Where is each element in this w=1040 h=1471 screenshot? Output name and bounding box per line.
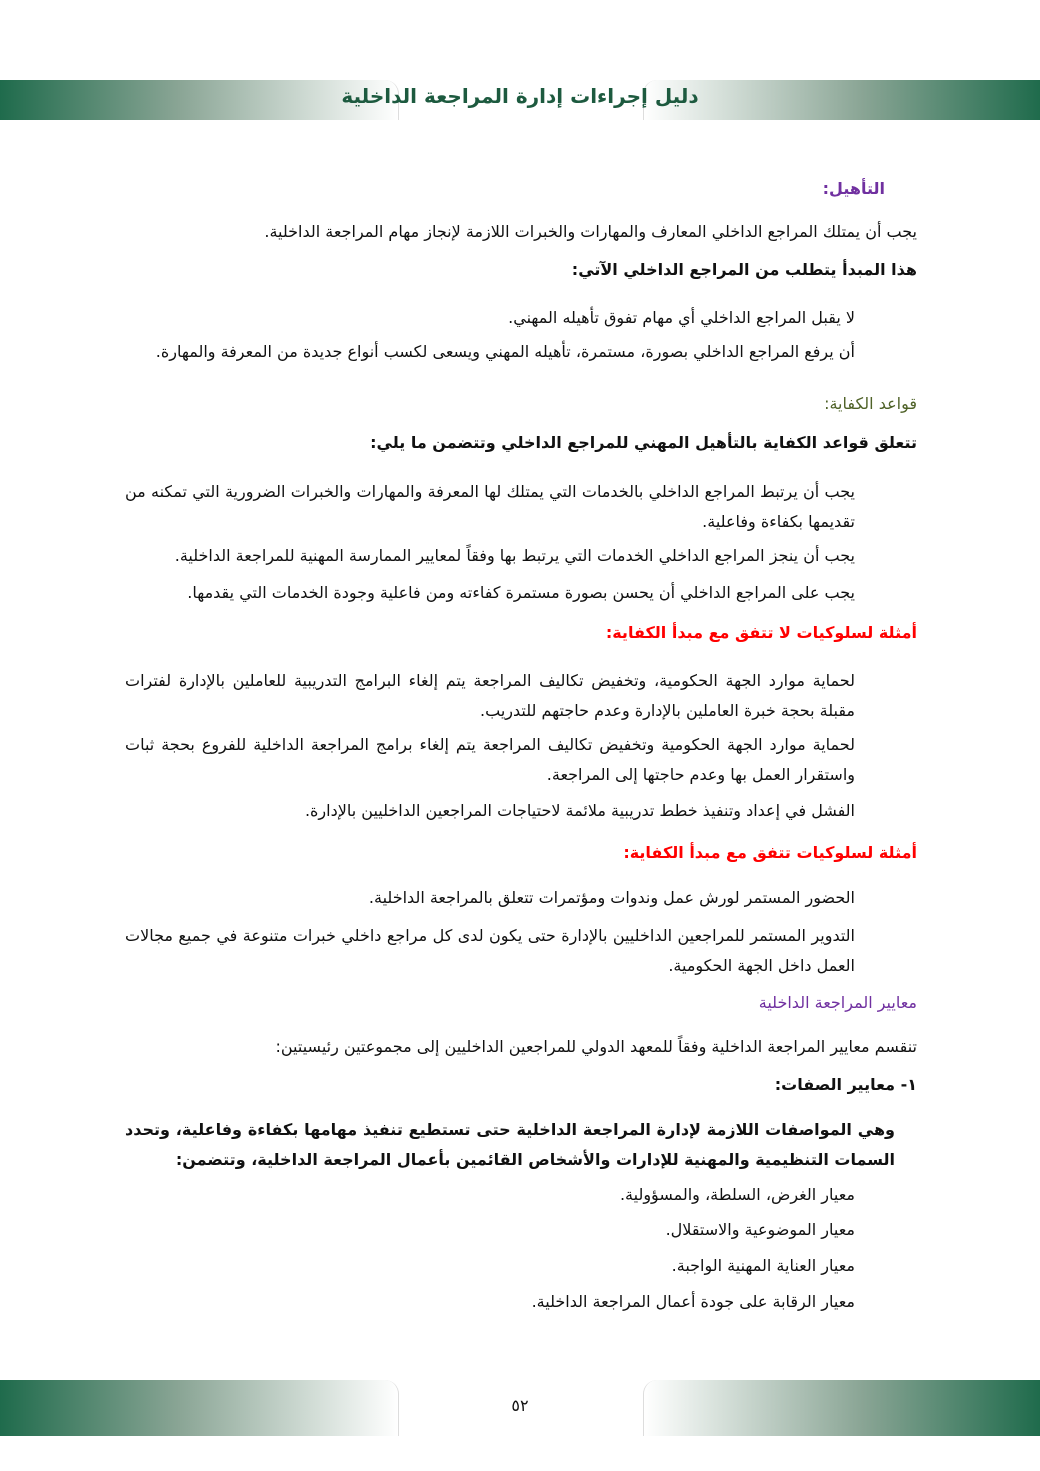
list-item: الحضور المستمر لورش عمل وندوات ومؤتمرات تتعلق بالمراجعة الداخلية. xyxy=(368,888,855,907)
subheading: هذا المبدأ يتطلب من المراجع الداخلي الآتي: xyxy=(571,260,917,279)
paragraph: يجب أن يمتلك المراجع الداخلي المعارف والمهارات والخبرات اللازمة لإنجاز مهام المراجعة الداخلية. xyxy=(264,222,917,241)
bold-paragraph: وهي المواصفات اللازمة لإدارة المراجعة الداخلية حتى تستطيع تنفيذ مهامها بكفاءة وفاعلية، وتحدد السمات التنظيمية والمهنية للإدارات والأشخاص القائمين بأعمال المراجعة الداخلية، وتتضمن: xyxy=(125,1120,895,1169)
section-heading-qualification: التأهيل: xyxy=(822,179,885,198)
list-item: لا يقبل المراجع الداخلي أي مهام تفوق تأهيله المهني. xyxy=(508,308,855,327)
list-item: يجب على المراجع الداخلي أن يحسن بصورة مستمرة كفاءته ومن فاعلية وجودة الخدمات التي يقدمها. xyxy=(187,583,855,602)
list-item: معيار العناية المهنية الواجبة. xyxy=(671,1256,855,1275)
paragraph: تنقسم معايير المراجعة الداخلية وفقاً للمعهد الدولي للمراجعين الداخليين إلى مجموعتين رئيسيتين: xyxy=(275,1037,917,1056)
list-item: لحماية موارد الجهة الحكومية وتخفيض تكاليف المراجعة يتم إلغاء برامج المراجعة الداخلية للفروع بحجة ثبات واستقرار العمل بها وعدم حاجتها إلى المراجعة. xyxy=(125,735,855,784)
section-heading-standards: معايير المراجعة الداخلية xyxy=(758,993,917,1012)
list-item: يجب أن ينجز المراجع الداخلي الخدمات التي يرتبط بها وفقاً لمعايير الممارسة المهنية للمراجعة الداخلية. xyxy=(174,546,855,565)
list-item: معيار الموضوعية والاستقلال. xyxy=(665,1220,855,1239)
page-number: ٥٢ xyxy=(511,1396,529,1415)
page-header-title: دليل إجراءات إدارة المراجعة الداخلية xyxy=(341,84,699,108)
list-item: يجب أن يرتبط المراجع الداخلي بالخدمات التي يمتلك لها المعرفة والمهارات والخبرات الضرورية التي تمكنه من تقديمها بكفاءة وفاعلية. xyxy=(125,482,855,531)
list-item: معيار الرقابة على جودة أعمال المراجعة الداخلية. xyxy=(531,1292,855,1311)
section-heading-non-compliant: أمثلة لسلوكيات لا تتفق مع مبدأ الكفاية: xyxy=(605,623,917,642)
section-heading-compliant: أمثلة لسلوكيات تتفق مع مبدأ الكفاية: xyxy=(623,843,917,862)
list-item: أن يرفع المراجع الداخلي بصورة، مستمرة، تأهيله المهني ويسعى لكسب أنواع جديدة من المعرفة والمهارة. xyxy=(155,342,855,361)
list-item: التدوير المستمر للمراجعين الداخليين بالإدارة حتى يكون لدى كل مراجع داخلي خبرات متنوعة في جميع مجالات العمل داخل الجهة الحكومية. xyxy=(125,926,855,975)
subheading: تتعلق قواعد الكفاية بالتأهيل المهني للمراجع الداخلي وتتضمن ما يلي: xyxy=(370,433,917,452)
section-heading-competency-rules: قواعد الكفاية: xyxy=(824,394,917,413)
list-item: معيار الغرض، السلطة، والمسؤولية. xyxy=(619,1185,855,1204)
list-item: الفشل في إعداد وتنفيذ خطط تدريبية ملائمة لاحتياجات المراجعين الداخليين بالإدارة. xyxy=(304,801,855,820)
numbered-heading: ١- معايير الصفات: xyxy=(774,1075,917,1094)
list-item: لحماية موارد الجهة الحكومية، وتخفيض تكاليف المراجعة يتم إلغاء البرامج التدريبية للعاملين بالإدارة لفترات مقبلة بحجة خبرة العاملين بالإدارة وعدم حاجتهم للتدريب. xyxy=(125,671,855,720)
